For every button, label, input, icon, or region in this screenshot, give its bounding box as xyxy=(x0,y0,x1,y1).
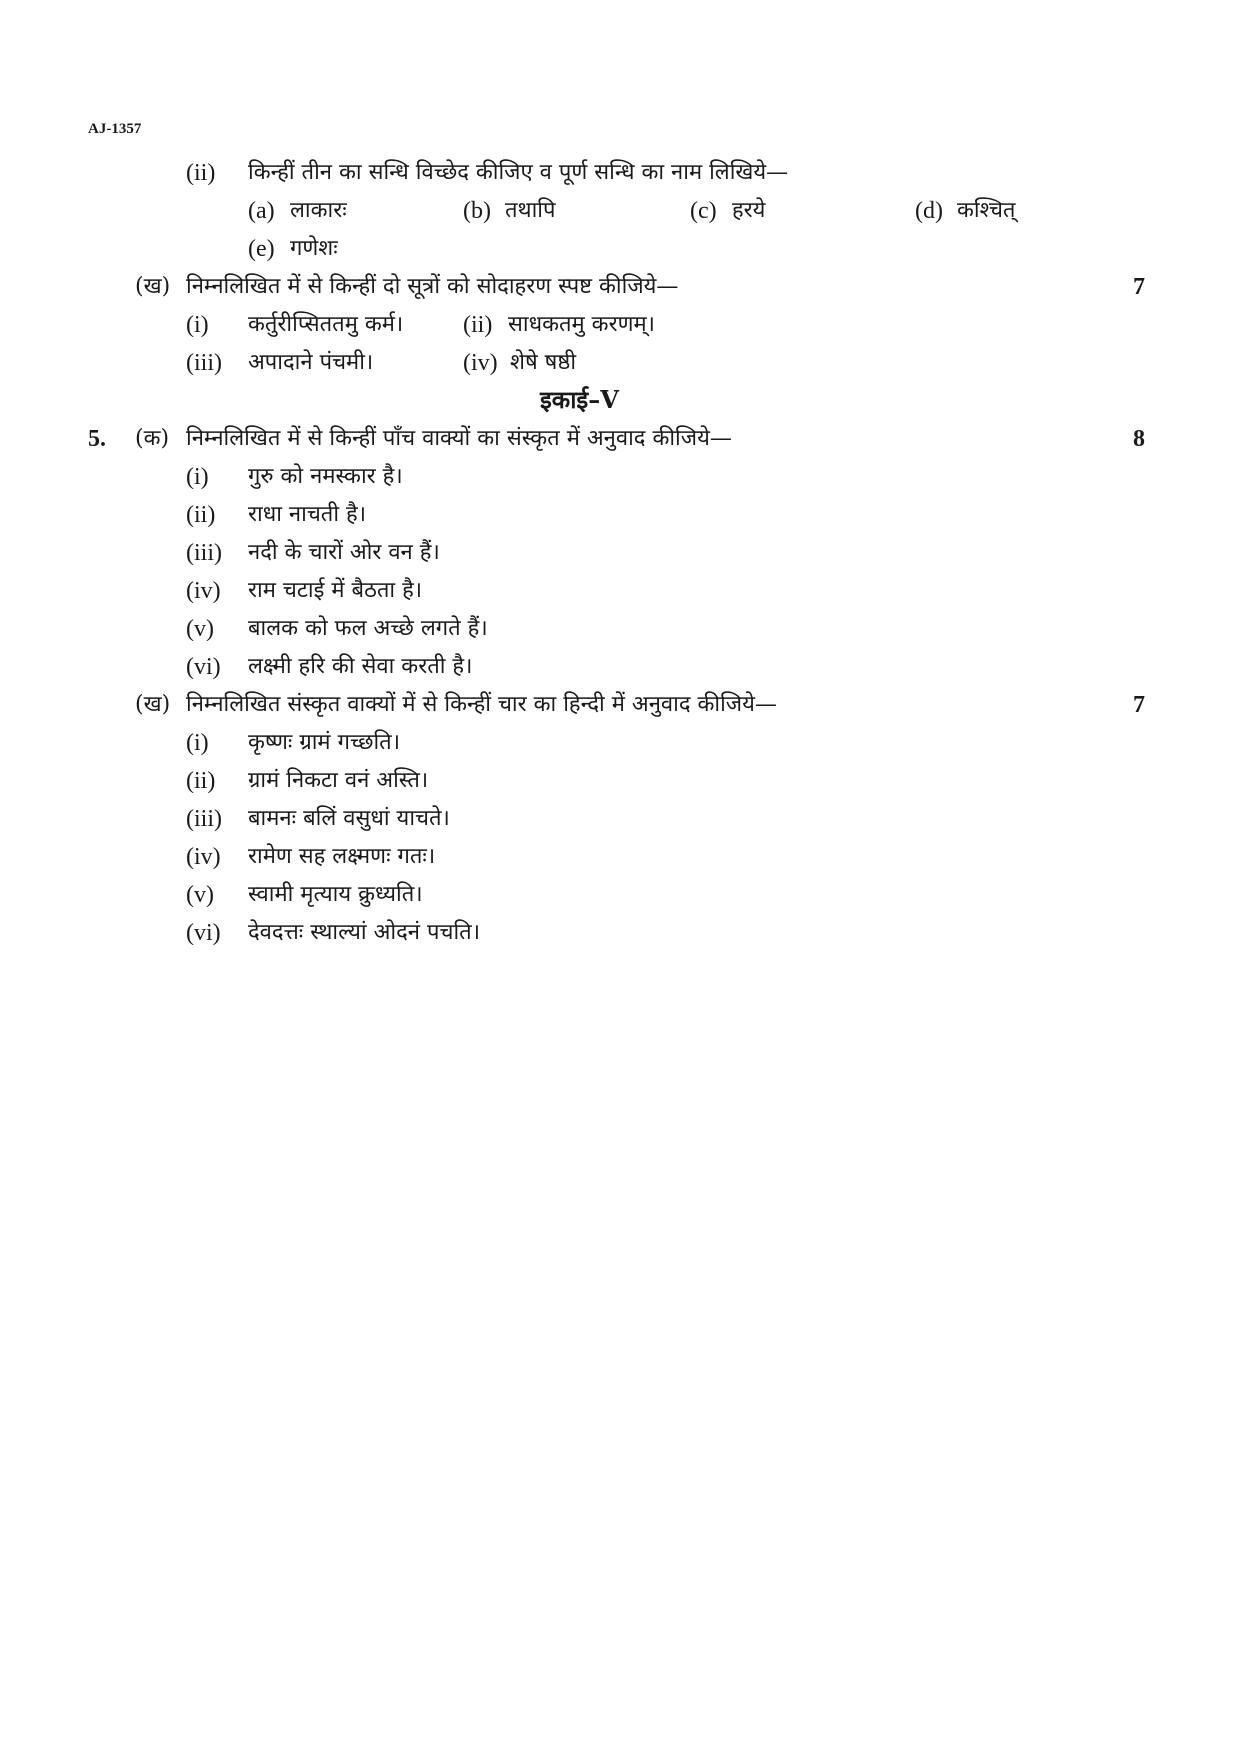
sub-question-text: किन्हीं तीन का सन्धि विच्छेद कीजिए व पूर्ण सन्धि का नाम लिखिये— xyxy=(248,160,789,185)
sub-question-label: (ख) xyxy=(135,274,171,299)
item-text: शेषे षष्ठी xyxy=(510,350,577,375)
sub-question-label: (ii) xyxy=(186,160,216,186)
item-label: (vi) xyxy=(186,920,221,946)
item-label: (iv) xyxy=(186,578,221,604)
item-label: (ii) xyxy=(463,312,493,338)
marks: 8 xyxy=(1133,426,1145,452)
item-label: (iii) xyxy=(186,540,222,566)
paper-code: AJ-1357 xyxy=(88,121,142,137)
option-text: हरये xyxy=(732,198,766,223)
option-text: तथापि xyxy=(505,198,556,223)
option-text: लाकारः xyxy=(290,198,347,223)
item-label: (i) xyxy=(186,464,209,490)
sub-question-label: (ख) xyxy=(135,692,171,717)
option-label: (d) xyxy=(915,198,943,224)
item-label: (ii) xyxy=(186,502,216,528)
item-text: कर्तुरीप्सिततमु कर्म। xyxy=(248,312,404,337)
option-label: (c) xyxy=(690,198,717,224)
unit-heading: इकाई–V xyxy=(540,385,619,414)
option-label: (b) xyxy=(463,198,491,224)
marks: 7 xyxy=(1133,692,1145,718)
item-label: (vi) xyxy=(186,654,221,680)
item-label: (v) xyxy=(186,882,214,908)
item-label: (iii) xyxy=(186,806,222,832)
item-text: कृष्णः ग्रामं गच्छति। xyxy=(248,730,401,755)
option-label: (e) xyxy=(248,236,275,262)
item-label: (iii) xyxy=(186,350,222,376)
item-text: बालक को फल अच्छे लगते हैं। xyxy=(248,616,488,641)
item-text: राम चटाई में बैठता है। xyxy=(248,578,423,603)
item-text: रामेण सह लक्ष्मणः गतः। xyxy=(248,844,436,869)
item-label: (v) xyxy=(186,616,214,642)
item-label: (iv) xyxy=(186,844,221,870)
sub-question-text: निम्नलिखित में से किन्हीं दो सूत्रों को सोदाहरण स्पष्ट कीजिये— xyxy=(186,274,679,299)
item-text: स्वामी मृत्याय क्रुध्यति। xyxy=(248,882,423,907)
item-label: (i) xyxy=(186,312,209,338)
item-text: राधा नाचती है। xyxy=(248,502,367,527)
sub-question-text: निम्नलिखित में से किन्हीं पाँच वाक्यों का संस्कृत में अनुवाद कीजिये— xyxy=(186,426,732,451)
item-label: (i) xyxy=(186,730,209,756)
item-label: (iv) xyxy=(463,350,498,376)
sub-question-text: निम्नलिखित संस्कृत वाक्यों में से किन्हीं चार का हिन्दी में अनुवाद कीजिये— xyxy=(186,692,777,717)
item-text: देवदत्तः स्थाल्यां ओदनं पचति। xyxy=(248,920,481,945)
option-text: गणेशः xyxy=(290,236,338,261)
item-text: गुरु को नमस्कार है। xyxy=(248,464,403,489)
option-label: (a) xyxy=(248,198,275,224)
item-text: साधकतमु करणम्। xyxy=(508,312,655,337)
option-text: कश्चित् xyxy=(957,198,1016,223)
sub-question-label: (क) xyxy=(135,426,170,451)
item-text: नदी के चारों ओर वन हैं। xyxy=(248,540,440,565)
item-label: (ii) xyxy=(186,768,216,794)
item-text: ग्रामं निकटा वनं अस्ति। xyxy=(248,768,429,793)
item-text: लक्ष्मी हरि की सेवा करती है। xyxy=(248,654,473,679)
item-text: बामनः बलिं वसुधां याचते। xyxy=(248,806,450,831)
marks: 7 xyxy=(1133,274,1145,300)
item-text: अपादाने पंचमी। xyxy=(248,350,374,375)
question-number: 5. xyxy=(88,426,106,452)
